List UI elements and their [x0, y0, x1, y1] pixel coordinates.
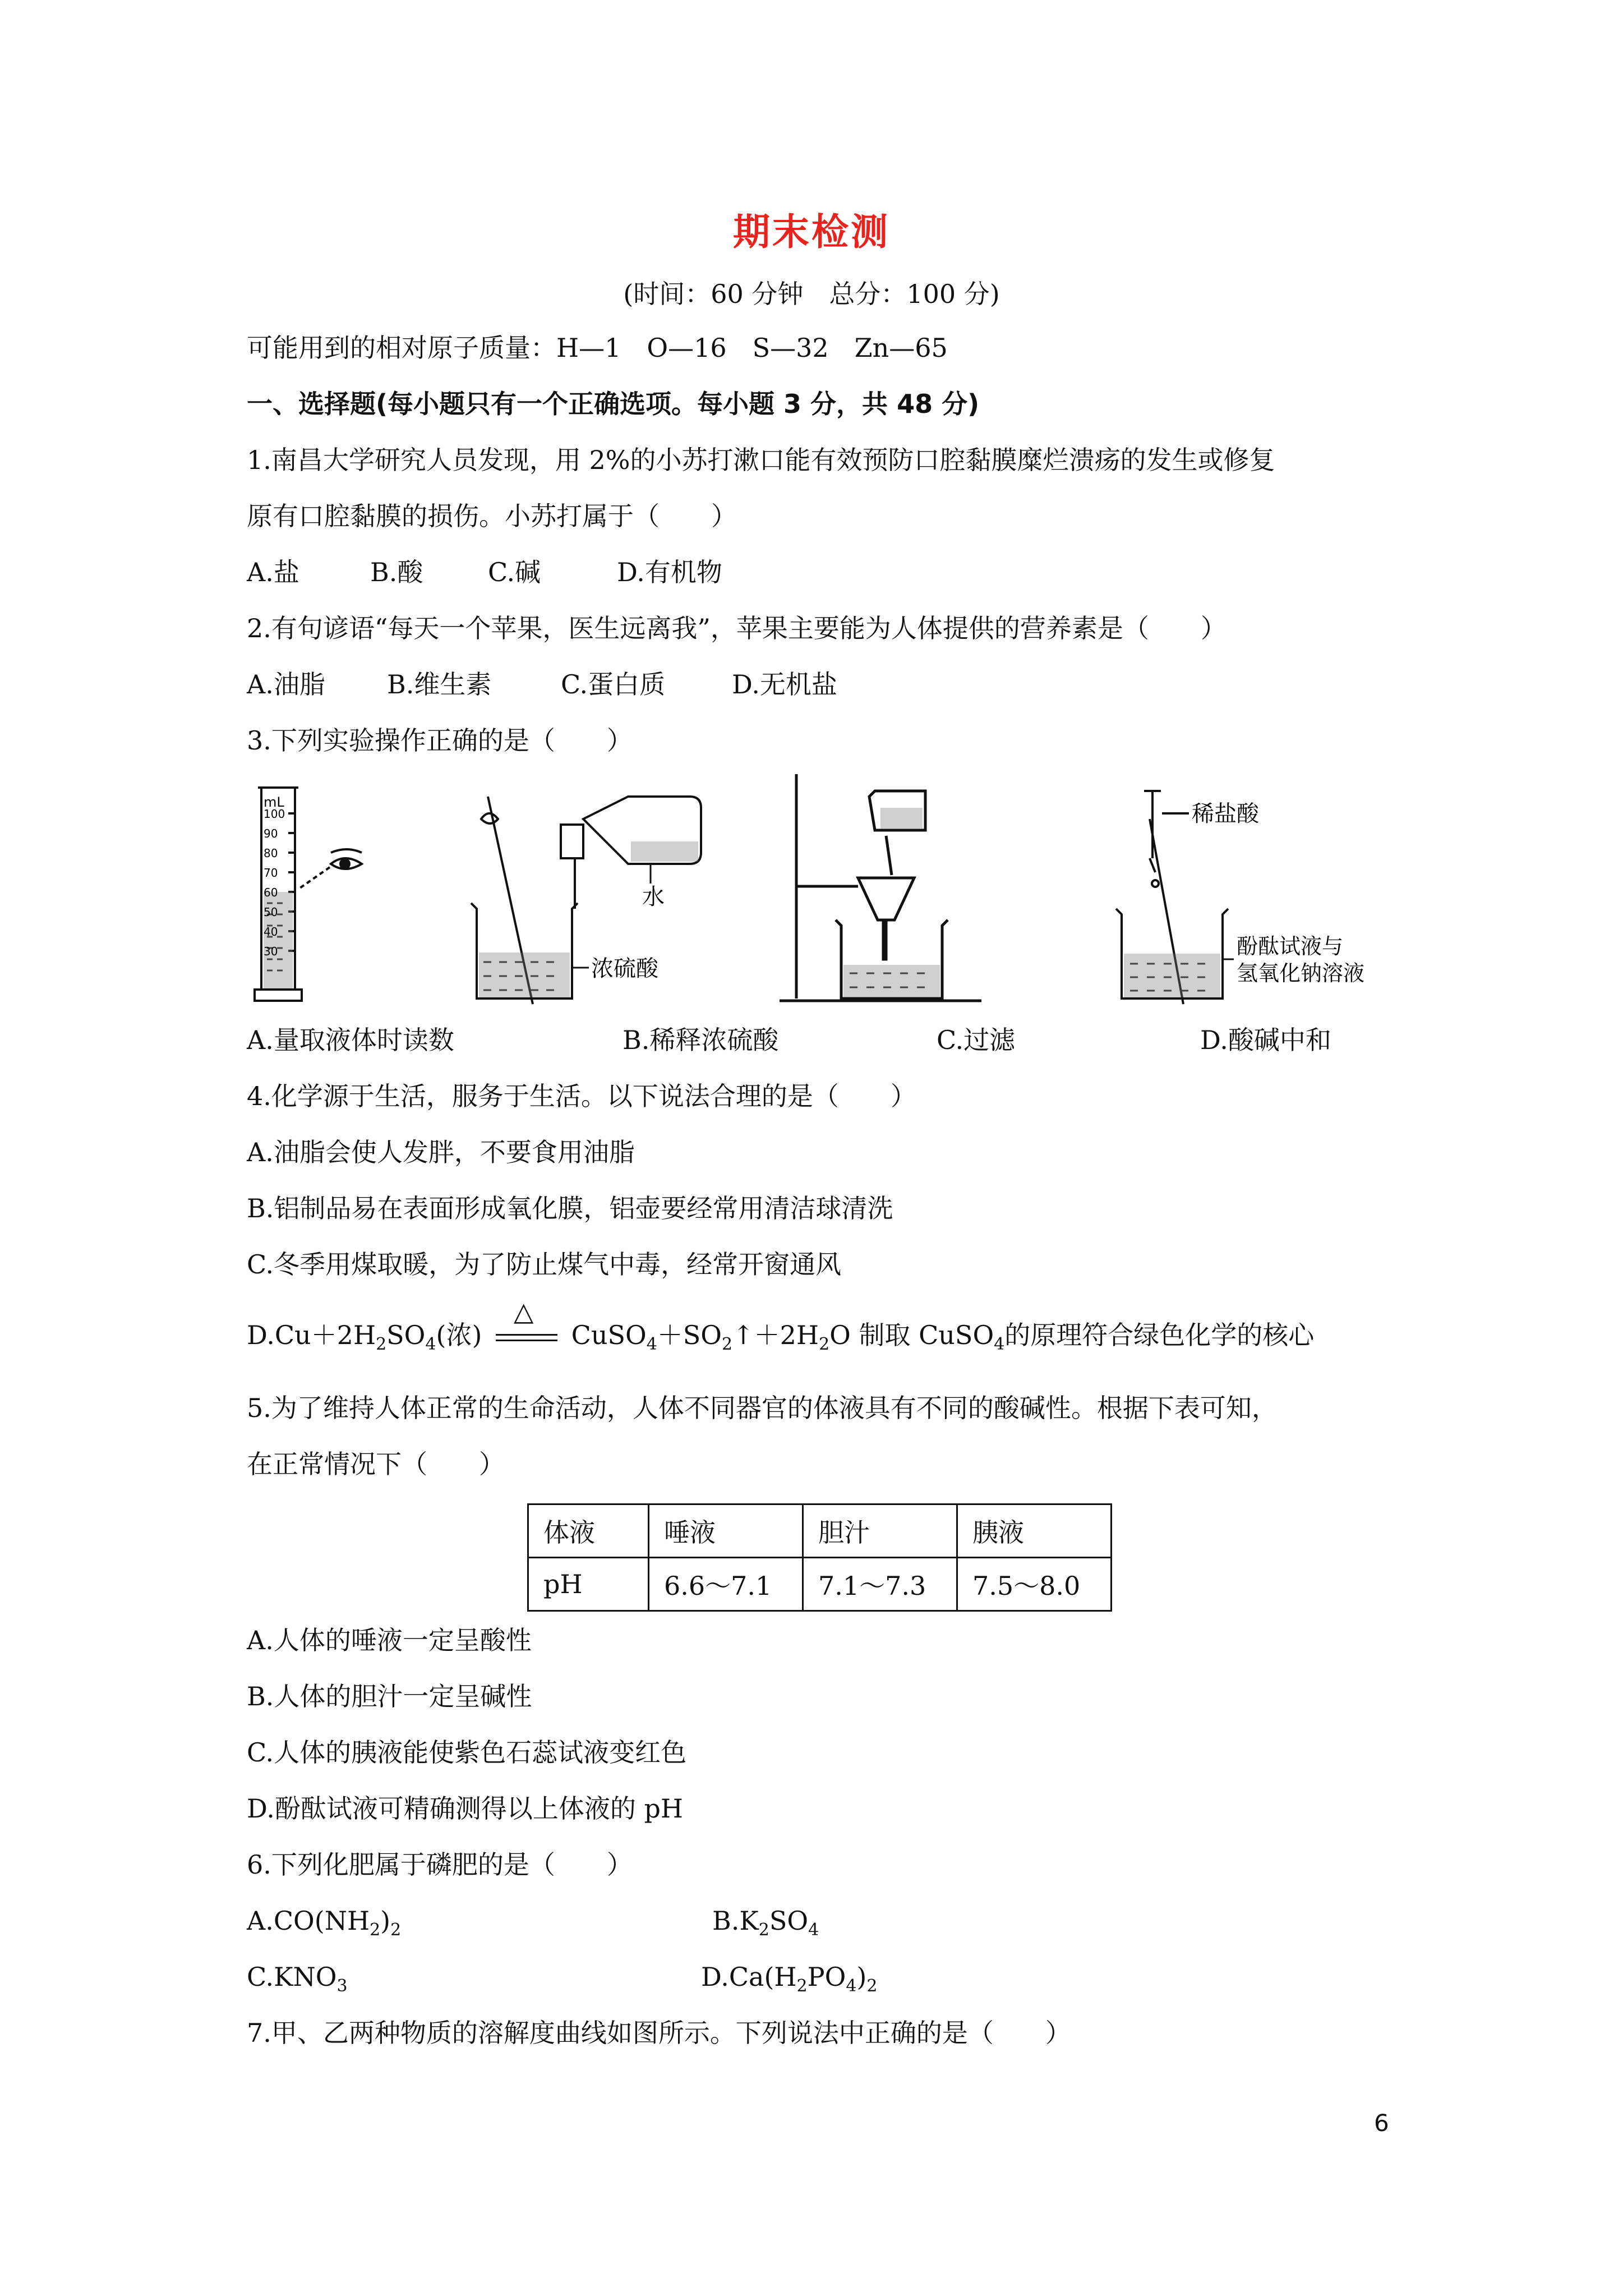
q5-stem-line2: 在正常情况下（ ）: [247, 1449, 505, 1479]
filtration-figure: [774, 774, 1032, 1010]
q2-option-a[interactable]: A.油脂: [247, 669, 325, 700]
page-title: 期末检测: [733, 210, 890, 254]
tick-label: 40: [264, 925, 278, 938]
heat-symbol: △: [514, 1296, 534, 1327]
hcl-label: 稀盐酸: [1192, 801, 1259, 827]
q4-option-d[interactable]: $D.Cu+2H_2SO_4$(浓) △ $CuSO_4+SO_2↑+2H_2O$ 制取 CuSO$_4$的原理符合绿色化学的核心: [247, 1318, 1314, 1361]
table-cell: 胆汁: [803, 1504, 957, 1558]
q1-stem-line2: 原有口腔黏膜的损伤。小苏打属于（ ）: [247, 501, 737, 531]
q2-option-c[interactable]: C.蛋白质: [561, 669, 666, 700]
table-cell: 唾液: [649, 1504, 803, 1558]
tick-label: 50: [264, 905, 278, 919]
ph-table: [527, 1503, 1112, 1612]
q5-stem-line1: 5.为了维持人体正常的生命活动，人体不同器官的体液具有不同的酸碱性。根据下表可知，: [247, 1393, 1278, 1423]
dilution-figure: [449, 774, 740, 1010]
q6-option-d[interactable]: $D.Ca(H_2PO_4)_2$: [701, 1962, 878, 1996]
eye-icon: [298, 849, 362, 889]
cylinder-figure: [247, 774, 381, 1010]
q3-option-a[interactable]: A.量取液体时读数: [247, 1025, 454, 1055]
q1-options: [247, 555, 722, 589]
tick-label: 30: [264, 945, 278, 958]
q5-option-c[interactable]: C.人体的胰液能使紫色石蕊试液变红色: [247, 1737, 687, 1768]
section-heading: 一、选择题(每小题只有一个正确选项。每小题 3 分，共 48 分): [247, 389, 980, 419]
q4-option-a[interactable]: A.油脂会使人发胖，不要食用油脂: [247, 1137, 635, 1167]
q1-stem-line1: 1.南昌大学研究人员发现，用 2%的小苏打漱口能有效预防口腔黏膜糜烂溃疡的发生或修复: [247, 445, 1275, 475]
heat-equals-sign: [490, 1296, 563, 1354]
q1-option-a[interactable]: A.盐: [247, 557, 299, 587]
indicator-label-line2: 氢氧化钠溶液: [1237, 961, 1365, 986]
q3-figures: [247, 774, 1396, 1010]
q5-option-d[interactable]: D.酚酞试液可精确测得以上体液的 pH: [247, 1793, 684, 1824]
q5-option-b[interactable]: B.人体的胆汁一定呈碱性: [247, 1681, 532, 1711]
q2-options: [247, 668, 837, 701]
q1-option-d[interactable]: D.有机物: [617, 557, 722, 587]
q4-option-b[interactable]: B.铝制品易在表面形成氧化膜，铝壶要经常用清洁球清洗: [247, 1193, 893, 1223]
q3-option-d[interactable]: D.酸碱中和: [1200, 1025, 1331, 1055]
water-label: 水: [642, 884, 665, 910]
q5-option-a[interactable]: A.人体的唾液一定呈酸性: [247, 1625, 532, 1655]
equation-part: D.Cu＋2H: [247, 1320, 376, 1350]
neutralization-figure: [1099, 774, 1402, 1010]
q6-stem: 6.下列化肥属于磷肥的是（ ）: [247, 1849, 633, 1880]
table-cell: 6.6～7.1: [649, 1558, 803, 1611]
q7-stem: 7.甲、乙两种物质的溶解度曲线如图所示。下列说法中正确的是（ ）: [247, 2018, 1071, 2048]
acid-label: 浓硫酸: [591, 956, 658, 982]
exam-meta: (时间：60 分钟 总分：100 分): [623, 279, 1000, 309]
q2-option-b[interactable]: B.维生素: [387, 669, 492, 700]
table-cell: pH: [528, 1558, 649, 1611]
q3-stem: 3.下列实验操作正确的是（ ）: [247, 725, 633, 756]
table-cell: 胰液: [957, 1504, 1112, 1558]
q2-option-d[interactable]: D.无机盐: [732, 669, 837, 700]
cylinder-ml-label: mL: [264, 794, 284, 810]
indicator-label-line1: 酚酞试液与: [1237, 934, 1344, 959]
q2-stem: 2.有句谚语“每天一个苹果，医生远离我”，苹果主要能为人体提供的营养素是（ ）: [247, 613, 1227, 643]
q4-stem: 4.化学源于生活，服务于生活。以下说法合理的是（ ）: [247, 1081, 916, 1111]
q6-option-b[interactable]: $B.K_2SO_4$: [712, 1906, 819, 1940]
tick-label: 100: [264, 807, 285, 821]
q1-option-c[interactable]: C.碱: [488, 557, 541, 587]
tick-label: 80: [264, 846, 278, 860]
table-row: [528, 1504, 1112, 1558]
tick-label: 70: [264, 866, 278, 880]
q3-option-b[interactable]: B.稀释浓硫酸: [623, 1025, 779, 1055]
tick-label: 90: [264, 827, 278, 840]
page-number: 6: [1374, 2109, 1389, 2137]
q1-option-b[interactable]: B.酸: [370, 557, 423, 587]
q6-option-c[interactable]: $C.KNO_3$: [247, 1962, 348, 1996]
tick-label: 60: [264, 886, 278, 899]
table-cell: 体液: [528, 1504, 649, 1558]
q6-option-a[interactable]: $A.CO(NH_2)_2$: [247, 1906, 402, 1940]
q3-option-c[interactable]: C.过滤: [937, 1025, 1016, 1055]
table-cell: 7.5～8.0: [957, 1558, 1112, 1611]
table-cell: 7.1～7.3: [803, 1558, 957, 1611]
table-row: [528, 1558, 1112, 1611]
atomic-masses: 可能用到的相对原子质量：H—1 O—16 S—32 Zn—65: [247, 333, 948, 363]
q4-option-c[interactable]: C.冬季用煤取暖，为了防止煤气中毒，经常开窗通风: [247, 1249, 842, 1280]
